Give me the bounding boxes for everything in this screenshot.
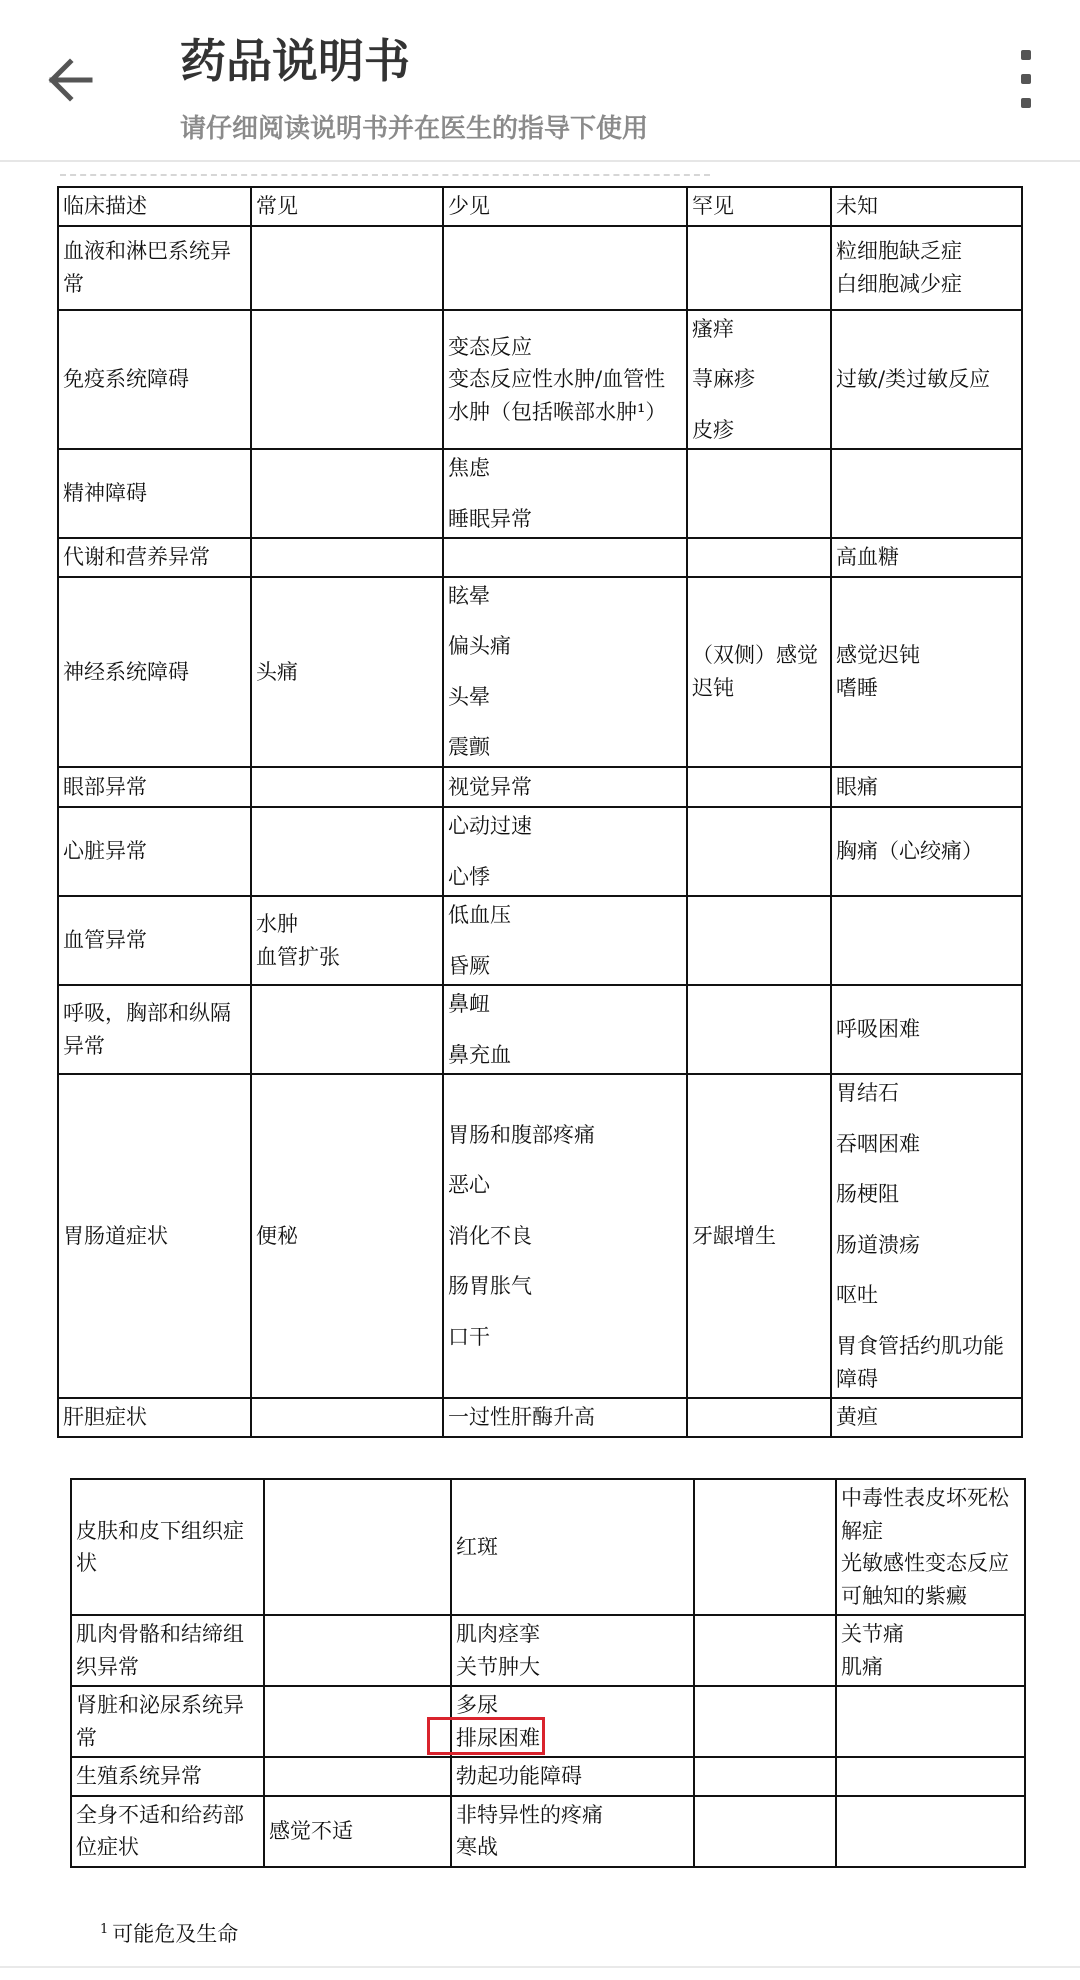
table-cell: [251, 896, 443, 985]
cell-entry: 昏厥: [448, 953, 490, 978]
table-cell: [687, 807, 831, 896]
more-options-button[interactable]: [996, 44, 1056, 114]
table-row: [58, 577, 1022, 767]
table-cell: [831, 807, 1022, 896]
category-cell: 胃肠道症状: [58, 1074, 251, 1398]
cell-entry: 皮疹: [692, 417, 734, 442]
cell-entry: 呕吐: [836, 1283, 878, 1308]
column-header: 临床描述: [58, 187, 251, 226]
title-block: [180, 30, 648, 145]
cell-entry: 感觉不适: [269, 1819, 353, 1844]
back-arrow-icon: [46, 58, 94, 102]
table-cell: [251, 310, 443, 450]
category-cell: 眼部异常: [58, 767, 251, 807]
column-header: 少见: [443, 187, 687, 226]
table-cell: [831, 1398, 1022, 1437]
cell-entry: 多尿: [456, 1693, 498, 1718]
cell-entry: 白细胞减少症: [836, 271, 962, 296]
category-cell: 心脏异常: [58, 807, 251, 896]
cell-entry: 肠道溃疡: [836, 1232, 920, 1257]
more-vertical-icon: [1021, 50, 1031, 60]
cell-entry: （双侧）感觉迟钝: [692, 643, 818, 700]
table-row: [58, 226, 1022, 310]
table-cell: [251, 226, 443, 310]
cell-entry: 低血压: [448, 903, 511, 928]
highlight-box: [427, 1717, 545, 1755]
cell-entry: 便秘: [256, 1223, 298, 1248]
cell-entry: 勃起功能障碍: [456, 1764, 582, 1789]
table-row: [58, 807, 1022, 896]
table-cell: [831, 310, 1022, 450]
category-cell: 生殖系统异常: [71, 1757, 264, 1796]
table-cell: [687, 310, 831, 450]
table-cell: [443, 538, 687, 577]
table-cell: [836, 1796, 1025, 1867]
cell-entry: 变态反应性水肿/血管性水肿（包括喉部水肿¹）: [448, 367, 667, 424]
table-cell: [694, 1757, 836, 1796]
cell-entry: 寒战: [456, 1835, 498, 1860]
table-cell: [251, 985, 443, 1074]
table-cell: [687, 538, 831, 577]
table-cell: [831, 577, 1022, 767]
category-cell: 神经系统障碍: [58, 577, 251, 767]
cell-entry: 胃肠和腹部疼痛: [448, 1122, 595, 1147]
category-cell: 皮肤和皮下组织症状: [71, 1479, 264, 1615]
cell-entry: 关节痛: [841, 1622, 904, 1647]
table-cell: [264, 1796, 451, 1867]
table-cell: [251, 1398, 443, 1437]
cell-entry: 眩晕: [448, 583, 490, 608]
table-cell: [443, 896, 687, 985]
column-header: 常见: [251, 187, 443, 226]
cell-entry: 黄疸: [836, 1405, 878, 1430]
table-cell: [831, 896, 1022, 985]
cell-entry: 震颤: [448, 735, 490, 760]
table-row: [71, 1757, 1025, 1796]
cell-entry: 荨麻疹: [692, 367, 755, 392]
cell-entry: 焦虑: [448, 456, 490, 481]
cell-entry: 高血糖: [836, 545, 899, 570]
table-cell: [687, 1074, 831, 1398]
cell-entry: 变态反应: [448, 334, 532, 359]
footnote-text: 可能危及生命: [112, 1922, 239, 1946]
cell-entry: 胃结石: [836, 1081, 899, 1106]
table-cell: [451, 1615, 694, 1686]
table-cell: [687, 1398, 831, 1437]
cell-entry: 可触知的紫癜: [841, 1583, 967, 1608]
table-cell: [694, 1479, 836, 1615]
page-title: 药品说明书: [180, 34, 410, 88]
table-cell: [694, 1615, 836, 1686]
category-cell: 全身不适和给药部位症状: [71, 1796, 264, 1867]
category-cell: 精神障碍: [58, 449, 251, 538]
table-cell: [687, 767, 831, 807]
cell-entry: 过敏/类过敏反应: [836, 367, 991, 392]
table-row: [71, 1686, 1025, 1757]
cell-entry: 恶心: [448, 1173, 490, 1198]
table-cell: [443, 226, 687, 310]
adverse-reactions-table: [57, 186, 1023, 1438]
table-cell: [687, 226, 831, 310]
table-row: [58, 1398, 1022, 1437]
cell-entry: 吞咽困难: [836, 1131, 920, 1156]
table-cell: [251, 577, 443, 767]
table-cell: [251, 767, 443, 807]
cell-entry: 瘙痒: [692, 316, 734, 341]
table-cell: [264, 1757, 451, 1796]
table-cell: [443, 1074, 687, 1398]
table-cell: [831, 538, 1022, 577]
table-cell: [443, 807, 687, 896]
cell-entry: 胃食管括约肌功能障碍: [836, 1334, 1004, 1391]
divider: [0, 1966, 1080, 1968]
cell-entry: 肌肉痉挛: [456, 1622, 540, 1647]
cell-entry: 心动过速: [448, 814, 532, 839]
table-cell: [443, 310, 687, 450]
page-subtitle: 请仔细阅读说明书并在医生的指导下使用: [180, 114, 649, 144]
table-cell: [451, 1479, 694, 1615]
table-cell: [687, 896, 831, 985]
column-header: 罕见: [687, 187, 831, 226]
table-cell: [836, 1615, 1025, 1686]
cell-entry: 嗜睡: [836, 675, 878, 700]
table-row: [58, 310, 1022, 450]
table-cell: [264, 1479, 451, 1615]
more-vertical-icon: [1021, 98, 1031, 108]
cell-entry: 一过性肝酶升高: [448, 1405, 595, 1430]
table-cell: [836, 1757, 1025, 1796]
table-row: [58, 538, 1022, 577]
cell-entry: 眼痛: [836, 774, 878, 799]
table-cell: [687, 449, 831, 538]
table-cell: [251, 807, 443, 896]
cropped-text-fragment: [60, 174, 710, 180]
cell-entry: 心悸: [448, 864, 490, 889]
cell-entry: 睡眠异常: [448, 506, 532, 531]
more-vertical-icon: [1021, 74, 1031, 84]
table-cell: [443, 577, 687, 767]
table-cell: [831, 985, 1022, 1074]
table-cell: [264, 1615, 451, 1686]
cell-entry: 肌痛: [841, 1654, 883, 1679]
category-cell: 呼吸，胸部和纵隔异常: [58, 985, 251, 1074]
table-cell: [687, 985, 831, 1074]
category-cell: 肝胆症状: [58, 1398, 251, 1437]
column-header: 未知: [831, 187, 1022, 226]
table-cell: [831, 449, 1022, 538]
table-row: [58, 767, 1022, 807]
category-cell: 血管异常: [58, 896, 251, 985]
table-row: [58, 1074, 1022, 1398]
category-cell: 肾脏和泌尿系统异常: [71, 1686, 264, 1757]
cell-entry: 鼻充血: [448, 1042, 511, 1067]
table-cell: [694, 1686, 836, 1757]
table-row: [71, 1479, 1025, 1615]
app-header: [0, 0, 1080, 162]
table-row: [58, 449, 1022, 538]
table-row: [71, 1615, 1025, 1686]
category-cell: 代谢和营养异常: [58, 538, 251, 577]
cell-entry: 红斑: [456, 1534, 498, 1559]
cell-entry: 光敏感性变态反应: [841, 1551, 1009, 1576]
cell-entry: 消化不良: [448, 1223, 532, 1248]
cell-entry: 排尿困难: [456, 1725, 540, 1750]
table-cell: [443, 767, 687, 807]
cell-entry: 呼吸困难: [836, 1017, 920, 1042]
table-row: [58, 896, 1022, 985]
table-cell: [831, 767, 1022, 807]
adverse-reactions-table-continued: [70, 1478, 1026, 1868]
table-row: [58, 985, 1022, 1074]
table-cell: [831, 1074, 1022, 1398]
cell-entry: 胸痛（心绞痛）: [836, 839, 983, 864]
document-view: [0, 162, 1080, 1980]
table-cell: [251, 538, 443, 577]
footnote: [100, 1918, 238, 1948]
cell-entry: 口干: [448, 1325, 490, 1350]
cell-entry: 鼻衄: [448, 992, 490, 1017]
table-cell: [831, 226, 1022, 310]
table-cell: [836, 1686, 1025, 1757]
cell-entry: 肠梗阻: [836, 1182, 899, 1207]
table-cell: [443, 985, 687, 1074]
category-cell: 肌肉骨骼和结缔组织异常: [71, 1615, 264, 1686]
cell-entry: 偏头痛: [448, 634, 511, 659]
table-cell: [687, 577, 831, 767]
category-cell: 血液和淋巴系统异常: [58, 226, 251, 310]
cell-entry: 肠胃胀气: [448, 1274, 532, 1299]
table-header-row: [58, 187, 1022, 226]
back-button[interactable]: [30, 40, 110, 120]
cell-entry: 关节肿大: [456, 1654, 540, 1679]
footnote-marker: 1: [100, 1922, 109, 1937]
cell-entry: 牙龈增生: [692, 1223, 776, 1248]
cell-entry: 水肿: [256, 912, 298, 937]
table-cell: [251, 449, 443, 538]
table-cell: [443, 449, 687, 538]
cell-entry: 血管扩张: [256, 944, 340, 969]
table-cell: [836, 1479, 1025, 1615]
cell-entry: 感觉迟钝: [836, 643, 920, 668]
table-cell: [694, 1796, 836, 1867]
table-cell: [264, 1686, 451, 1757]
cell-entry: 粒细胞缺乏症: [836, 239, 962, 263]
table-cell: [443, 1398, 687, 1437]
cell-entry: 头痛: [256, 659, 298, 684]
cell-entry: 视觉异常: [448, 774, 532, 799]
cell-entry: 中毒性表皮坏死松解症: [841, 1486, 1009, 1543]
cell-entry: 非特异性的疼痛: [456, 1802, 603, 1827]
table-cell: [451, 1796, 694, 1867]
category-cell: 免疫系统障碍: [58, 310, 251, 450]
cell-entry: 头晕: [448, 684, 490, 709]
table-row: [71, 1796, 1025, 1867]
table-cell: [451, 1757, 694, 1796]
table-cell: [251, 1074, 443, 1398]
